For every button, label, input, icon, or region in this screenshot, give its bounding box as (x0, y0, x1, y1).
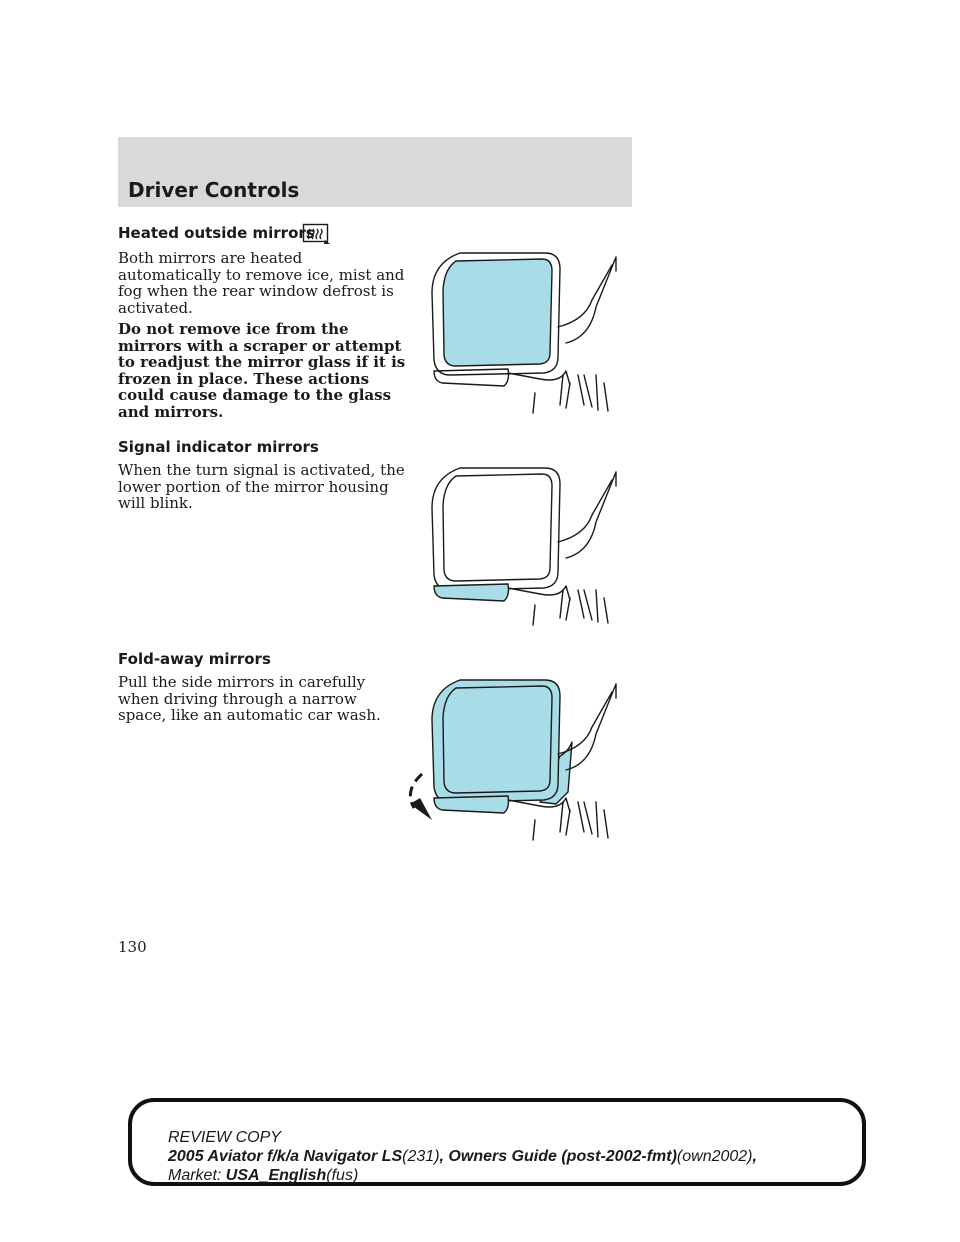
footer-model-line (168, 1147, 862, 1166)
footer-market-label: Market: (168, 1167, 222, 1184)
rear-defrost-icon (302, 223, 332, 245)
figure-signal-mirror (420, 460, 630, 630)
paragraph-signal: When the turn signal is activated, the lower portion of the mirror housing will blink. (118, 461, 405, 512)
footer-model: 2005 Aviator f/k/a Navigator LS (168, 1148, 403, 1165)
paragraph-heated-1: Both mirrors are heated automatically to remove ice, mist and fog when the rear window defrost is activated. (118, 249, 405, 317)
footer-guide: Owners Guide (post-2002-fmt) (448, 1148, 677, 1165)
heading-signal-mirrors: Signal indicator mirrors (118, 438, 319, 456)
paragraph-foldaway: Pull the side mirrors in carefully when driving through a narrow space, like an automatic car wash. (118, 673, 381, 724)
footer-guide-code: (own2002) (676, 1148, 753, 1165)
footer-separator: , (439, 1148, 449, 1165)
fold-direction-arrow (410, 774, 432, 820)
page-section-title: Driver Controls (128, 178, 300, 202)
footer-model-code: (231) (402, 1148, 440, 1165)
figure-foldaway-mirror (400, 672, 635, 844)
footer-review-copy: REVIEW COPY (168, 1129, 281, 1146)
footer-market: USA_English (225, 1167, 327, 1184)
footer-separator: , (752, 1148, 757, 1165)
figure-heated-mirror (420, 245, 630, 420)
footer-market-line (168, 1166, 862, 1185)
review-footer (128, 1098, 866, 1186)
footer-market-code: (fus) (326, 1167, 359, 1184)
header-band (118, 137, 632, 207)
heading-heated-mirrors: Heated outside mirrors (118, 224, 315, 242)
page-number: 130 (118, 938, 147, 956)
paragraph-heated-warning: Do not remove ice from the mirrors with a scraper or attempt to readjust the mirror glass if it is frozen in place. These actions could cause damage to the glass and mirrors. (118, 320, 406, 421)
heading-foldaway-mirrors: Fold-away mirrors (118, 650, 271, 668)
